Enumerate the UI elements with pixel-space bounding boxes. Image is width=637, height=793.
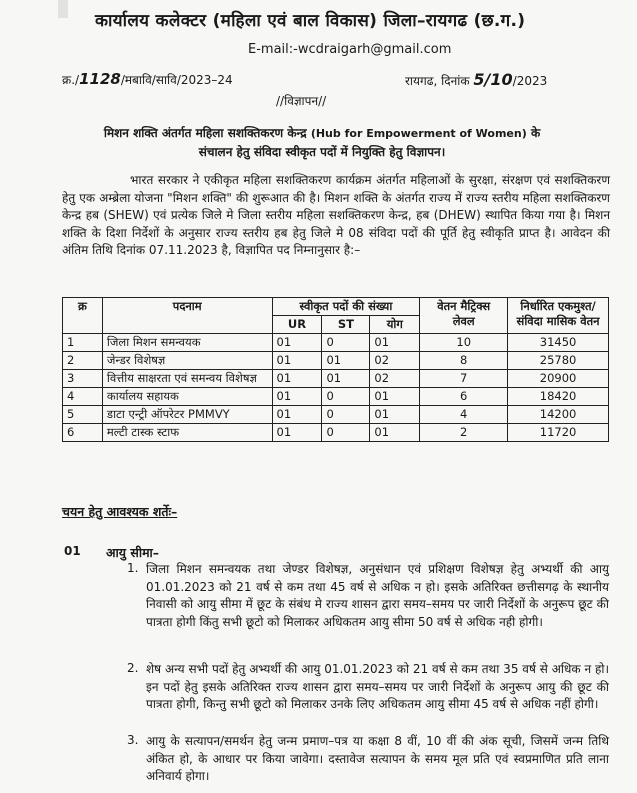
subject-hindi: मिशन शक्ति अंतर्गत महिला सशक्तिकरण केन्द्र <box>103 126 307 140</box>
cell-st: 0 <box>322 388 370 406</box>
table-row <box>63 370 609 388</box>
table-row <box>63 406 609 424</box>
posts-table <box>62 297 609 442</box>
cell-level: 4 <box>420 406 508 424</box>
cell-salary: 14200 <box>508 406 609 424</box>
point-number: 3. <box>127 733 139 747</box>
cell-total: 01 <box>370 334 420 352</box>
cell-total: 01 <box>370 424 420 442</box>
place-date-label: रायगढ, दिनांक <box>405 74 470 88</box>
cell-ur: 01 <box>272 334 322 352</box>
cell-total: 02 <box>370 352 420 370</box>
cell-st: 01 <box>322 370 370 388</box>
reference-number-line <box>62 70 233 88</box>
subject-line1-end: के <box>530 126 541 140</box>
cell-salary: 31450 <box>508 334 609 352</box>
cell-post: मल्टी टास्क स्टाफ <box>102 424 272 442</box>
cell-post: डाटा एन्ट्री ऑपरेटर PMMVY <box>102 406 272 424</box>
cell-post: जेन्डर विशेषज्ञ <box>102 352 272 370</box>
cell-sno: 2 <box>63 352 103 370</box>
cell-total: 01 <box>370 388 420 406</box>
ref-prefix: क्र./ <box>62 73 80 87</box>
cell-salary: 18420 <box>508 388 609 406</box>
point-text: आयु के सत्यापन/समर्थन हेतु जन्म प्रमाण–पत्र या कक्षा 8 वीं, 10 वीं की अंक सूची, जिसमें जन्म तिथि अंकित हो, के आधार पर किया जावेगा। दस्तावेज सत्यापन के समय मूल प्रति एवं स्वप्रमाणित प्रति लाना अनिवार्य होगा। <box>146 734 609 783</box>
table-row <box>63 424 609 442</box>
cell-salary: 25780 <box>508 352 609 370</box>
cell-sno: 3 <box>63 370 103 388</box>
point-number: 1. <box>127 561 139 575</box>
table-row <box>63 388 609 406</box>
point-number: 2. <box>127 661 139 675</box>
point-text: जिला मिशन समन्वयक तथा जेण्डर विशेषज्ञ, अनुसंधान एवं प्रशिक्षण विशेषज्ञ हेतु अभ्यर्थी की आयु 01.01.2023 को 21 वर्ष से कम तथा 45 वर्ष से अधिक न हो। इसके अतिरिक्त छत्तीसगढ़ के स्थानीय निवासी को आयु सीमा में छूट के संबंध मे राज्य शासन द्वारा समय–समय पर जारी निर्देशों के अनुरूप छूट की पात्रता होगी किंतु सभी छूटो को मिलाकर अधिकतम आयु सीमा 50 वर्ष से अधिक नही होगी। <box>146 562 609 629</box>
intro-paragraph: भारत सरकार ने एकीकृत महिला सशक्तिकरण कार्यक्रम अंतर्गत महिलाओं के सुरक्षा, संरक्षण एवं सशक्तिकरण हेतु एक अम्ब्रेला योजना "मिशन शक्ति" की शुरूआत की है। मिशन शक्ति के अंतर्गत राज्य में राज्य स्तरीय महिला सशक्तिकरण केन्द्र हब (SHEW) एवं प्रत्येक जिले मे जिला स्तरीय महिला सशक्तिकरण केन्द्र, हब (DHEW) स्थापित किया गया है। मिशन शक्ति के दिशा निर्देशों के अनुसार राज्य स्तरीय हब हेतु जिले मे 08 संविदा पदों की पूर्ति हेतु स्वीकृति प्राप्त है। आवेदन की अंतिम तिथि दिनांक 07.11.2023 है, विज्ञापित पद निम्नानुसार है:– <box>62 173 610 257</box>
advertisement-label: //विज्ञापन// <box>276 94 327 108</box>
place-date-line <box>405 70 547 89</box>
cell-st: 0 <box>322 334 370 352</box>
cell-level: 2 <box>420 424 508 442</box>
cell-salary: 20900 <box>508 370 609 388</box>
table-row <box>63 334 609 352</box>
cell-total: 01 <box>370 406 420 424</box>
cell-post: वित्तीय साक्षरता एवं समन्वय विशेषज्ञ <box>102 370 272 388</box>
cell-ur: 01 <box>272 388 322 406</box>
section-number: 01 <box>64 544 81 558</box>
cell-level: 6 <box>420 388 508 406</box>
header-sno: क्र <box>63 298 103 334</box>
subject-line2: संचालन हेतु संविदा स्वीकृत पदों में नियुक्ति हेतु विज्ञापन। <box>198 145 446 159</box>
cell-ur: 01 <box>272 406 322 424</box>
cell-ur: 01 <box>272 370 322 388</box>
header-ur: UR <box>272 316 322 334</box>
header-sanctioned: स्वीकृत पदों की संख्या <box>272 298 420 316</box>
cell-level: 7 <box>420 370 508 388</box>
cell-sno: 1 <box>63 334 103 352</box>
header-post: पदनाम <box>102 298 272 334</box>
header-total: योग <box>370 316 420 334</box>
cell-post: जिला मिशन समन्वयक <box>102 334 272 352</box>
date-year: /2023 <box>512 74 548 88</box>
header-pay-level: वेतन मैट्रिक्स लेवल <box>420 298 508 334</box>
conditions-heading: चयन हेतु आवश्यक शर्तेः– <box>62 504 178 519</box>
table-header-row <box>63 298 609 316</box>
subject-english: (Hub for Empowerment of Women) <box>310 127 527 140</box>
cell-salary: 11720 <box>508 424 609 442</box>
cell-level: 8 <box>420 352 508 370</box>
scan-mark <box>58 0 68 18</box>
office-title: कार्यालय कलेक्टर (महिला एवं बाल विकास) जिला–रायगढ (छ.ग.) <box>95 11 526 31</box>
cell-st: 0 <box>322 406 370 424</box>
cell-total: 02 <box>370 370 420 388</box>
cell-ur: 01 <box>272 352 322 370</box>
handwritten-date: 5/10 <box>473 70 513 89</box>
ref-number: 1128 <box>79 70 121 88</box>
section-title: आयु सीमा– <box>106 545 160 560</box>
cell-post: कार्यालय सहायक <box>102 388 272 406</box>
cell-sno: 4 <box>63 388 103 406</box>
cell-st: 0 <box>322 424 370 442</box>
cell-st: 01 <box>322 352 370 370</box>
cell-level: 10 <box>420 334 508 352</box>
cell-ur: 01 <box>272 424 322 442</box>
header-salary: निर्धारित एकमुश्त/संविदा मासिक वेतन <box>508 298 609 334</box>
cell-sno: 5 <box>63 406 103 424</box>
cell-sno: 6 <box>63 424 103 442</box>
subject <box>62 124 582 161</box>
point-text: शेष अन्य सभी पदों हेतु अभ्यर्थी की आयु 01.01.2023 को 21 वर्ष से कम तथा 35 वर्ष से अधिक न हो। इन पदों हेतु इसके अतिरिक्त राज्य शासन द्वारा समय–समय पर जारी निर्देशों के अनुरूप आयु की छूट की पात्रता होगी, किन्तु सभी छूटो को मिलाकर उनके लिए अधिकतम आयु सीमा 45 वर्ष से अधिक नहीं होगी। <box>146 662 609 711</box>
ref-suffix: /मबावि/सावि/2023–24 <box>120 73 233 87</box>
table-row <box>63 352 609 370</box>
header-st: ST <box>322 316 370 334</box>
office-email: E-mail:-wcdraigarh@gmail.com <box>248 42 452 57</box>
